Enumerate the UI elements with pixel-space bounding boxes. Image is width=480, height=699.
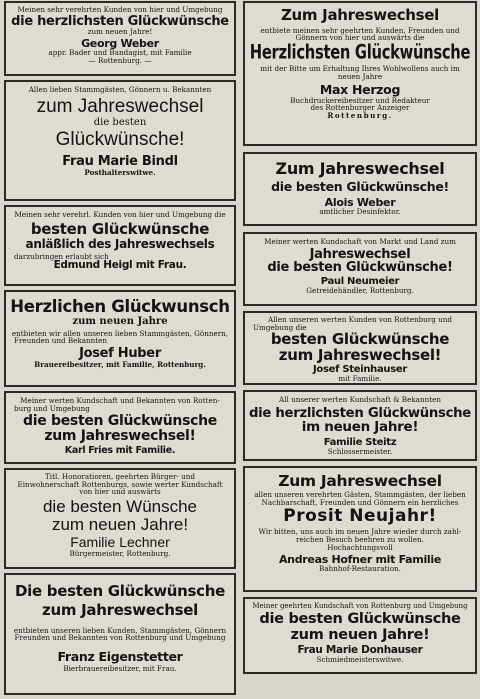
ad-eigenstetter: [4, 573, 236, 695]
ad-intro: Meiner werten Kundschaft und Bekannten von Rotten-: [20, 396, 220, 405]
ad-steitz: [243, 390, 477, 461]
ad-closing: Hochachtungsvoll: [327, 543, 393, 553]
ad-headline-2: zum neuen Jahre!: [51, 514, 189, 534]
ad-headline-2: zum Jahreswechsel!: [278, 345, 442, 364]
ad-sender-title: amtlicher Desinfektor.: [319, 207, 401, 217]
ad-weber: [4, 1, 236, 76]
ad-huber: [4, 290, 236, 387]
ad-intro-2: burg und Umgebung: [14, 403, 90, 413]
ad-sender-title: Buchdruckereibesitzer und Redakteur: [290, 95, 430, 105]
ad-bindl: [4, 80, 236, 201]
ad-sender: Franz Eigenstetter: [57, 648, 183, 664]
ad-place: Rottenburg.: [327, 110, 393, 120]
ad-sender: Edmund Heigl mit Frau.: [53, 259, 187, 272]
ad-sender: Josef Huber: [79, 345, 161, 361]
ad-body-2: Freunden und Bekannten: [14, 336, 108, 346]
ad-sender: Paul Neumeier: [320, 275, 400, 287]
ad-subline: zum neuen Jahre!: [87, 27, 153, 37]
ad-sender: Familie Lechner: [70, 534, 170, 551]
ad-sender-title: Brauereibesitzer, mit Familie, Rottenburg.: [34, 359, 206, 369]
ad-intro-2: Gönnern von hier und auswärts die: [295, 33, 425, 43]
ad-headline: die herzlichsten Glückwünsche: [11, 13, 229, 29]
ad-intro: Allen unseren werten Kunden von Rottenburg und: [267, 315, 452, 324]
ad-body-1: entbieten unseren lieben Kunden, Stammgästen, Gönnern: [13, 625, 227, 635]
ad-headline: die herzlichsten Glückwünsche: [249, 405, 471, 421]
ad-sender-title: Schlossermeister.: [327, 447, 393, 457]
ad-sender-title: Bierbrauereibesitzer, mit Frau.: [63, 663, 177, 673]
ad-sender-title: appr. Bader und Bandagist, mit Familie: [48, 48, 192, 58]
ad-body-2: Freunden und Bekannten von Rottenburg und Umgebung: [14, 633, 226, 643]
ad-sender-title: Schmiedmeisterswitwe.: [316, 654, 404, 664]
ad-sender: Georg Weber: [81, 36, 159, 50]
ad-donhauser: [243, 597, 477, 674]
ad-subline: darzubringen erlaubt sich: [14, 251, 109, 261]
ad-headline-2: die besten Glückwünsche!: [271, 178, 449, 194]
ad-steinhauser: [243, 311, 477, 385]
ad-headline: Die besten Glückwünsche: [14, 582, 226, 600]
ad-headline: die besten Glückwünsche: [259, 611, 461, 628]
ad-body-1: Wir bitten, uns auch im neuen Jahre wieder durch zahl-: [258, 527, 462, 537]
ad-sender: Frau Marie Bindl: [62, 153, 178, 169]
ad-neumeier: [243, 232, 477, 306]
ad-lechner: [4, 468, 236, 569]
ad-headline-2: zum Jahreswechsel: [42, 600, 198, 619]
ad-intro: Allen lieben Stammgästen, Gönnern u. Bekannten: [28, 85, 212, 94]
ad-headline: besten Glückwünsche: [270, 330, 450, 349]
ad-headline-2: anläßlich des Jahreswechsels: [25, 237, 215, 252]
ad-alois-weber: [243, 152, 477, 226]
ad-headline: Zum Jahreswechsel: [280, 6, 440, 24]
ad-sender: Max Herzog: [319, 82, 401, 98]
ad-herzog: [243, 1, 477, 146]
ad-headline: die besten Wünsche: [42, 496, 198, 516]
ad-headline: zum Jahreswechsel: [36, 95, 204, 117]
ad-headline: Jahreswechsel: [309, 246, 411, 262]
ad-headline-2: zum Jahreswechsel!: [44, 427, 196, 444]
ad-body-2: neuen Jahre: [337, 71, 383, 81]
ad-headline-2: Glückwünsche!: [55, 129, 185, 150]
ad-intro: Meiner werten Kundschaft von Markt und Land zum: [264, 237, 456, 246]
ad-headline: die besten Glückwünsche: [23, 413, 217, 430]
ad-intro: Meinen sehr verehrten Kunden von hier und Umgebung: [17, 5, 223, 14]
ad-headline-2: zum neuen Jahre!: [290, 626, 430, 643]
ad-intro: allen unseren verehrten Gästen, Stammgästen, der lieben: [254, 490, 466, 500]
ad-headline: Zum Jahreswechsel: [278, 472, 442, 490]
ad-intro-3: von hier und auswärts: [79, 487, 161, 497]
ad-sender-title: Posthalterswitwe.: [84, 167, 156, 177]
ad-body-1: mit der Bitte um Erhaltung Ihres Wohlwollens auch im: [260, 64, 460, 74]
ad-intro: entbiete meinen sehr geehrten Kunden, Freunden und: [260, 25, 460, 35]
ad-intro-2: Nachbarschaft, Freunden und Gönnern ein herzliches: [261, 497, 459, 507]
ad-headline-2: Prosit Neujahr!: [283, 506, 437, 527]
ad-intro: Meinen sehr verehrl. Kunden von hier und Umgebung die: [14, 210, 226, 219]
ad-sender: Frau Marie Donhauser: [297, 643, 423, 656]
ad-body-2: reichen Besuch beehren zu wollen.: [296, 534, 424, 544]
ad-sender-title: Getreidehändler, Rottenburg.: [306, 286, 414, 296]
ad-sender-title: Bahnhof-Restauration.: [319, 564, 401, 574]
ad-headline-2: Herzlichsten Glückwünsche: [249, 40, 471, 64]
ad-intro: Meiner geehrten Kundschaft von Rottenburg und Umgebung: [252, 602, 468, 610]
ad-sender: Familie Steitz: [323, 436, 397, 448]
ad-sender-title-2: des Rottenburger Anzeiger: [310, 103, 410, 113]
ad-subline: zum neuen Jahre: [72, 316, 168, 328]
ad-sender-title: mit Familie.: [338, 374, 382, 384]
ad-place: — Rottenburg. —: [88, 55, 152, 65]
ad-fries: [4, 391, 236, 464]
ad-sender: Alois Weber: [324, 195, 396, 209]
ad-headline: besten Glückwünsche: [30, 219, 210, 238]
ad-sender: Andreas Hofner mit Familie: [278, 552, 442, 566]
ad-headline: Zum Jahreswechsel: [275, 159, 445, 178]
ad-headline: Herzlichen Glückwunsch: [10, 297, 230, 316]
ad-sender-title: Bürgermeister, Rottenburg.: [69, 549, 171, 559]
ad-intro: Titl. Honoratioren, geehrten Bürger- und: [45, 472, 195, 481]
ad-sender: Josef Steinhauser: [312, 363, 408, 375]
ad-intro: All unserer werten Kundschaft & Bekannten: [279, 395, 441, 404]
ad-hofner: [243, 466, 477, 592]
ad-intro-2: Umgebung die: [253, 322, 307, 332]
ad-subline: die besten: [93, 116, 147, 128]
ad-body-1: entbieten wir allen unseren lieben Stammgästen, Gönnern,: [11, 328, 229, 338]
ad-heigl: [4, 205, 236, 286]
ad-intro-2: Einwohnerschaft Rottenburgs, sowie werter Kundschaft: [17, 479, 223, 489]
ad-sender: Karl Fries mit Familie.: [64, 444, 176, 456]
ad-headline-2: die besten Glückwünsche!: [267, 260, 453, 276]
ad-headline-2: im neuen Jahre!: [301, 419, 419, 436]
